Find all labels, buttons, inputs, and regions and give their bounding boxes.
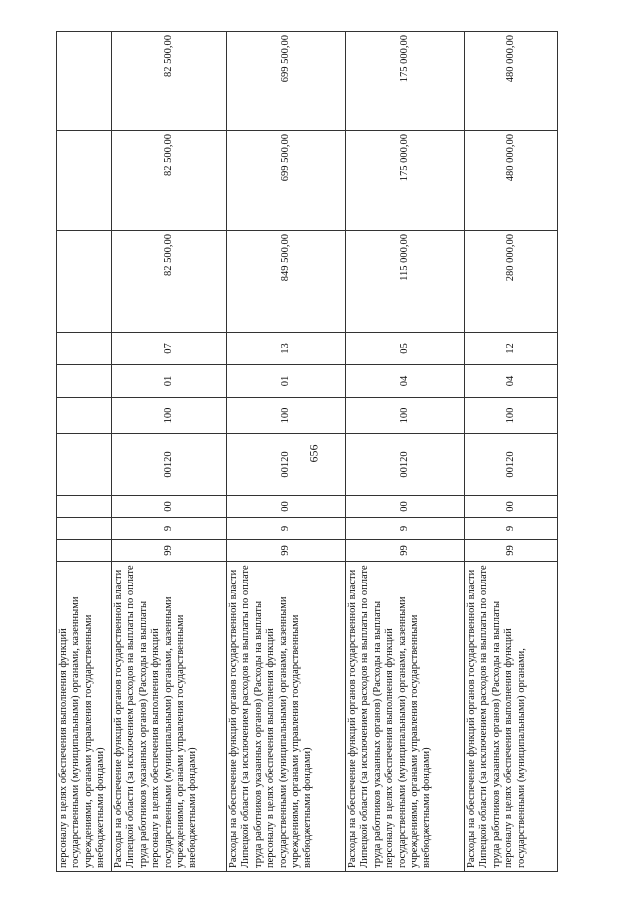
budget-table (56, 31, 558, 872)
subsection-code: 07 (112, 333, 227, 365)
program-code (57, 540, 112, 562)
expense-type-code: 100 (346, 398, 465, 434)
row-description: Расходы на обеспечение функций органов государственной власти Липецкой области (за исключением расходов на выплаты по оплате труда работников указанных органов) (Расходы на выплаты персоналу в целях обеспечения выполнения функций государственными (муниципальными) органами, казенными учреждениями, органами управления государственными внебюджетными фондами) (112, 562, 227, 872)
amount-year-2 (57, 131, 112, 231)
amount-year-3: 82 500,00 (112, 32, 227, 131)
amount-year-2: 82 500,00 (112, 131, 227, 231)
amount-year-1: 82 500,00 (112, 231, 227, 333)
rotated-table-container (56, 32, 584, 872)
section-code: 01 (227, 365, 346, 398)
main-activity-code (57, 496, 112, 518)
expense-type-code: 100 (112, 398, 227, 434)
section-code: 01 (112, 365, 227, 398)
amount-year-3: 480 000,00 (465, 32, 558, 131)
direction-code: 00120 (227, 434, 346, 496)
row-description: Расходы на обеспечение функций органов государственной власти Липецкой области (за исключением расходов на выплаты по оплате труда работников указанных органов) (Расходы на выплаты персоналу в целях обеспечения выполнения функций государственными (муниципальными) органами, (465, 562, 558, 872)
amount-year-3: 699 500,00 (227, 32, 346, 131)
amount-year-3: 175 000,00 (346, 32, 465, 131)
row-description: Расходы на обеспечение функций органов государственной власти Липецкой области (за исключением расходов на выплаты по оплате труда работников указанных органов) (Расходы на выплаты персоналу в целях обеспечения выполнения функций государственными (муниципальными) органами, казенными учреждениями, органами управления государственными внебюджетными фондами) (227, 562, 346, 872)
program-code: 99 (465, 540, 558, 562)
subprogram-code: 9 (112, 518, 227, 540)
amount-year-2: 175 000,00 (346, 131, 465, 231)
amount-year-1: 115 000,00 (346, 231, 465, 333)
page-number: 656 (306, 444, 321, 463)
direction-code (57, 434, 112, 496)
direction-code: 00120 (112, 434, 227, 496)
subprogram-code (57, 518, 112, 540)
subsection-code: 12 (465, 333, 558, 365)
table-row (57, 32, 112, 872)
table-row (346, 32, 465, 872)
program-code: 99 (227, 540, 346, 562)
amount-year-3 (57, 32, 112, 131)
table-row (465, 32, 558, 872)
row-description: персоналу в целях обеспечения выполнения функций государственными (муниципальными) органами, казенными учреждениями, органами управления государственными внебюджетными фондами) (57, 562, 112, 872)
subprogram-code: 9 (227, 518, 346, 540)
amount-year-2: 699 500,00 (227, 131, 346, 231)
expense-type-code (57, 398, 112, 434)
subsection-code: 05 (346, 333, 465, 365)
section-code (57, 365, 112, 398)
subsection-code: 13 (227, 333, 346, 365)
row-description: Расходы на обеспечение функций органов государственной власти Липецкой области (за исключением расходов на выплаты по оплате труда работников указанных органов) (Расходы на выплаты персоналу в целях обеспечения выполнения функций государственными (муниципальными) органами, казенными учреждениями, органами управления государственными внебюджетными фондами) (346, 562, 465, 872)
direction-code: 00120 (465, 434, 558, 496)
expense-type-code: 100 (465, 398, 558, 434)
subprogram-code: 9 (465, 518, 558, 540)
amount-year-2: 480 000,00 (465, 131, 558, 231)
main-activity-code: 00 (227, 496, 346, 518)
main-activity-code: 00 (112, 496, 227, 518)
amount-year-1: 849 500,00 (227, 231, 346, 333)
table-row (227, 32, 346, 872)
subsection-code (57, 333, 112, 365)
table-row (112, 32, 227, 872)
amount-year-1 (57, 231, 112, 333)
section-code: 04 (346, 365, 465, 398)
direction-code: 00120 (346, 434, 465, 496)
section-code: 04 (465, 365, 558, 398)
expense-type-code: 100 (227, 398, 346, 434)
program-code: 99 (346, 540, 465, 562)
amount-year-1: 280 000,00 (465, 231, 558, 333)
program-code: 99 (112, 540, 227, 562)
main-activity-code: 00 (465, 496, 558, 518)
subprogram-code: 9 (346, 518, 465, 540)
main-activity-code: 00 (346, 496, 465, 518)
